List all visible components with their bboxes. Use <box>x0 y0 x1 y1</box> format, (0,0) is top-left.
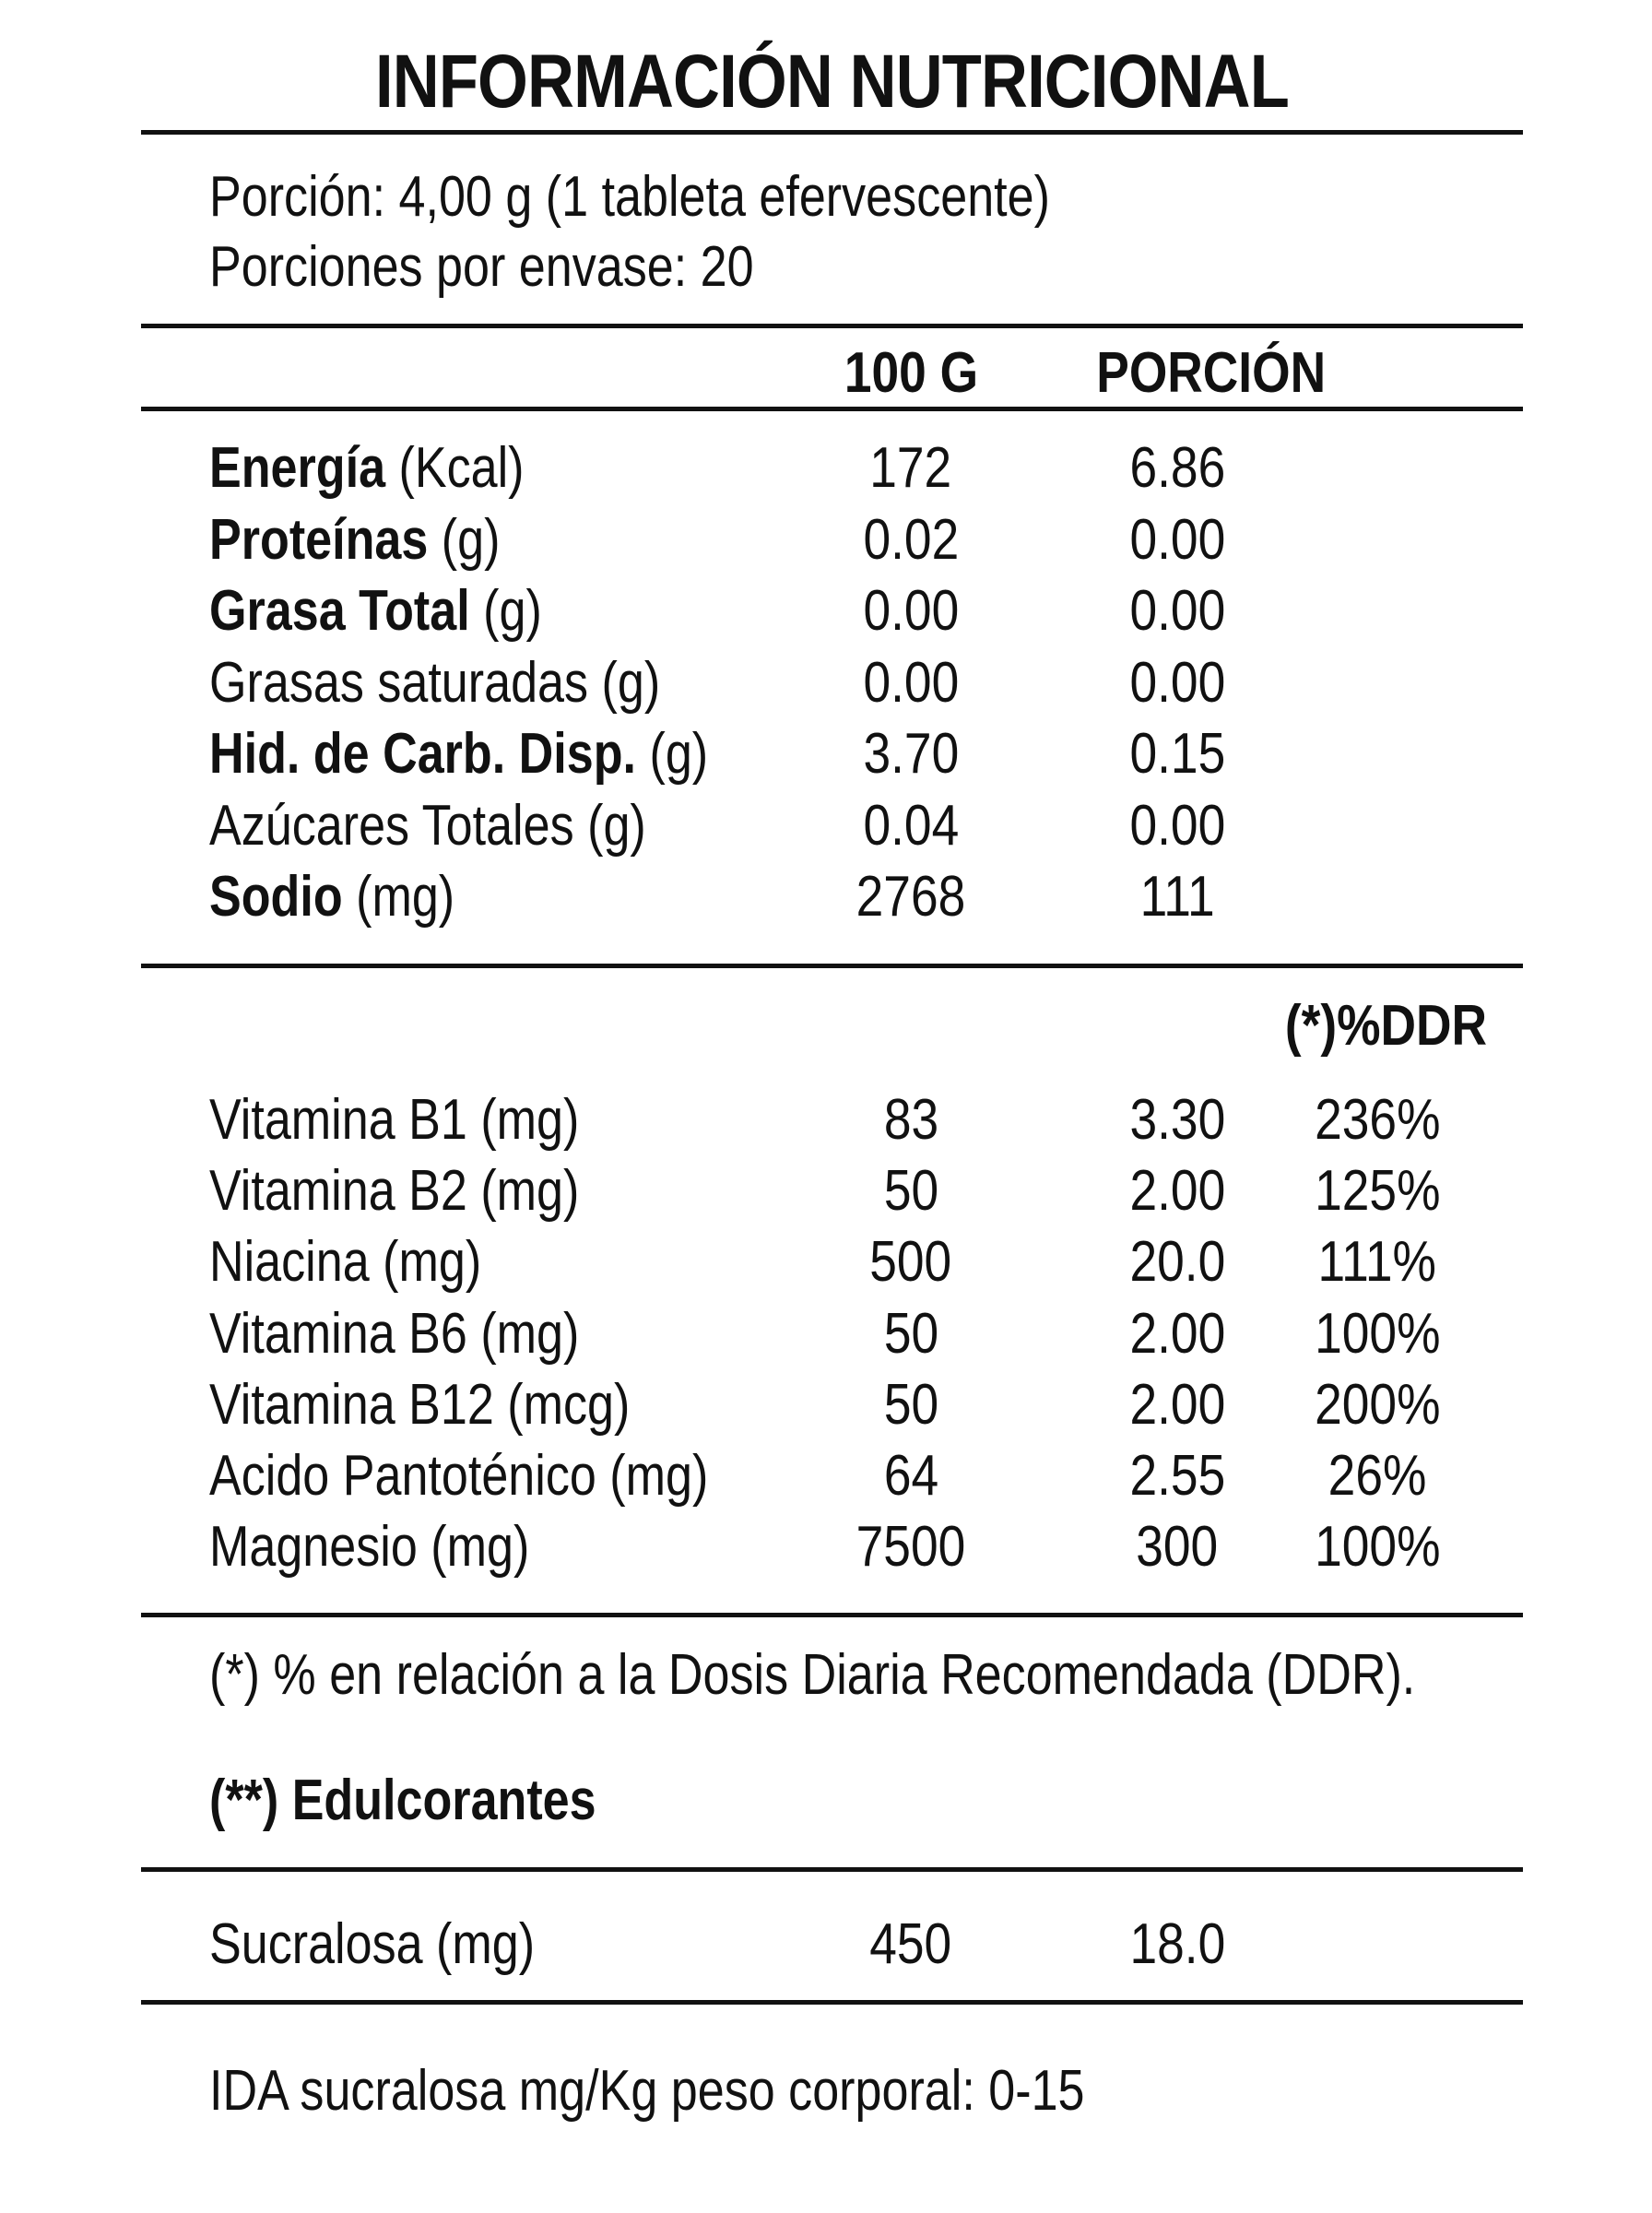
row-label <box>209 650 746 715</box>
value-per-100g: 2768 <box>856 865 966 929</box>
row-label <box>209 865 502 929</box>
value-ddr-percent: 200% <box>1314 1372 1441 1437</box>
nutrient-name: Hid. de Carb. Disp. <box>209 722 637 786</box>
nutrient-unit: (g) <box>636 722 709 786</box>
column-header-100g: 100 G <box>844 341 978 405</box>
value-per-100g: 7500 <box>856 1515 966 1580</box>
value-per-100g: 0.04 <box>863 793 959 858</box>
value-per-portion: 0.00 <box>1129 507 1225 572</box>
nutrient-name: Energía <box>209 436 386 500</box>
row-label: Vitamina B1 (mg) <box>209 1088 580 1152</box>
sweetener-per-100g: 450 <box>869 1912 952 1976</box>
ida-note: IDA sucralosa mg/Kg peso corporal: 0-15 <box>209 2059 1085 2123</box>
servings-per-container: Porciones por envase: 20 <box>209 235 754 299</box>
value-per-100g: 50 <box>883 1301 938 1366</box>
row-label: Vitamina B12 (mcg) <box>209 1372 631 1437</box>
divider <box>141 130 1523 135</box>
value-per-portion: 300 <box>1136 1515 1219 1580</box>
value-ddr-percent: 125% <box>1314 1159 1441 1224</box>
nutrient-name: Proteínas <box>209 507 429 572</box>
divider <box>141 964 1523 968</box>
value-per-portion: 2.00 <box>1129 1372 1225 1437</box>
ddr-footnote: (*) % en relación a la Dosis Diaria Recomendada (DDR). <box>209 1643 1416 1707</box>
value-per-portion: 2.00 <box>1129 1159 1225 1224</box>
row-label <box>209 507 556 572</box>
value-per-100g: 172 <box>869 436 952 500</box>
divider <box>141 1613 1523 1617</box>
nutrient-unit: (g) <box>469 579 542 643</box>
row-label: Magnesio (mg) <box>209 1515 530 1580</box>
row-label: Niacina (mg) <box>209 1230 482 1295</box>
nutrient-unit: Grasas saturadas (g) <box>209 650 661 715</box>
value-ddr-percent: 100% <box>1314 1515 1441 1580</box>
sweetener-per-portion: 18.0 <box>1129 1912 1225 1976</box>
value-per-portion: 3.30 <box>1129 1088 1225 1152</box>
value-per-portion: 20.0 <box>1129 1230 1225 1295</box>
value-per-100g: 64 <box>883 1444 938 1508</box>
value-per-portion: 6.86 <box>1129 436 1225 500</box>
divider <box>141 407 1523 411</box>
row-label: Vitamina B6 (mg) <box>209 1301 580 1366</box>
nutrient-unit: (Kcal) <box>385 436 525 500</box>
value-ddr-percent: 236% <box>1314 1088 1441 1152</box>
row-label <box>209 722 803 786</box>
row-label <box>209 793 729 858</box>
nutrient-name: Sodio <box>209 865 343 929</box>
divider <box>141 1867 1523 1872</box>
serving-size: Porción: 4,00 g (1 tableta efervescente) <box>209 165 1050 229</box>
value-per-portion: 111 <box>1139 865 1215 929</box>
nutrient-unit: (g) <box>428 507 501 572</box>
column-header-ddr: (*)%DDR <box>1284 994 1487 1058</box>
value-per-100g: 500 <box>869 1230 952 1295</box>
value-per-100g: 83 <box>883 1088 938 1152</box>
nutrient-unit: Azúcares Totales (g) <box>209 793 646 858</box>
value-per-portion: 0.00 <box>1129 793 1225 858</box>
sweeteners-heading: (**) Edulcorantes <box>209 1769 596 1832</box>
value-per-100g: 50 <box>883 1159 938 1224</box>
value-ddr-percent: 100% <box>1314 1301 1441 1366</box>
panel-title: INFORMACIÓN NUTRICIONAL <box>375 40 1289 124</box>
nutrient-unit: (mg) <box>342 865 455 929</box>
column-header-portion: PORCIÓN <box>1096 341 1327 405</box>
value-per-portion: 0.00 <box>1129 579 1225 643</box>
row-label <box>209 579 606 643</box>
value-per-100g: 0.00 <box>863 650 959 715</box>
row-label: Acido Pantoténico (mg) <box>209 1444 709 1508</box>
divider <box>141 2000 1523 2005</box>
divider <box>141 324 1523 328</box>
sweetener-label: Sucralosa (mg) <box>209 1912 536 1976</box>
value-per-portion: 0.15 <box>1129 722 1225 786</box>
row-label: Vitamina B2 (mg) <box>209 1159 580 1224</box>
nutrient-name: Grasa Total <box>209 579 470 643</box>
nutrition-facts-panel <box>141 0 1523 2213</box>
value-ddr-percent: 26% <box>1328 1444 1427 1508</box>
value-per-100g: 0.00 <box>863 579 959 643</box>
value-per-portion: 0.00 <box>1129 650 1225 715</box>
value-per-portion: 2.00 <box>1129 1301 1225 1366</box>
value-per-portion: 2.55 <box>1129 1444 1225 1508</box>
value-ddr-percent: 111% <box>1317 1230 1437 1295</box>
value-per-100g: 50 <box>883 1372 938 1437</box>
value-per-100g: 0.02 <box>863 507 959 572</box>
row-label <box>209 436 584 500</box>
value-per-100g: 3.70 <box>863 722 959 786</box>
